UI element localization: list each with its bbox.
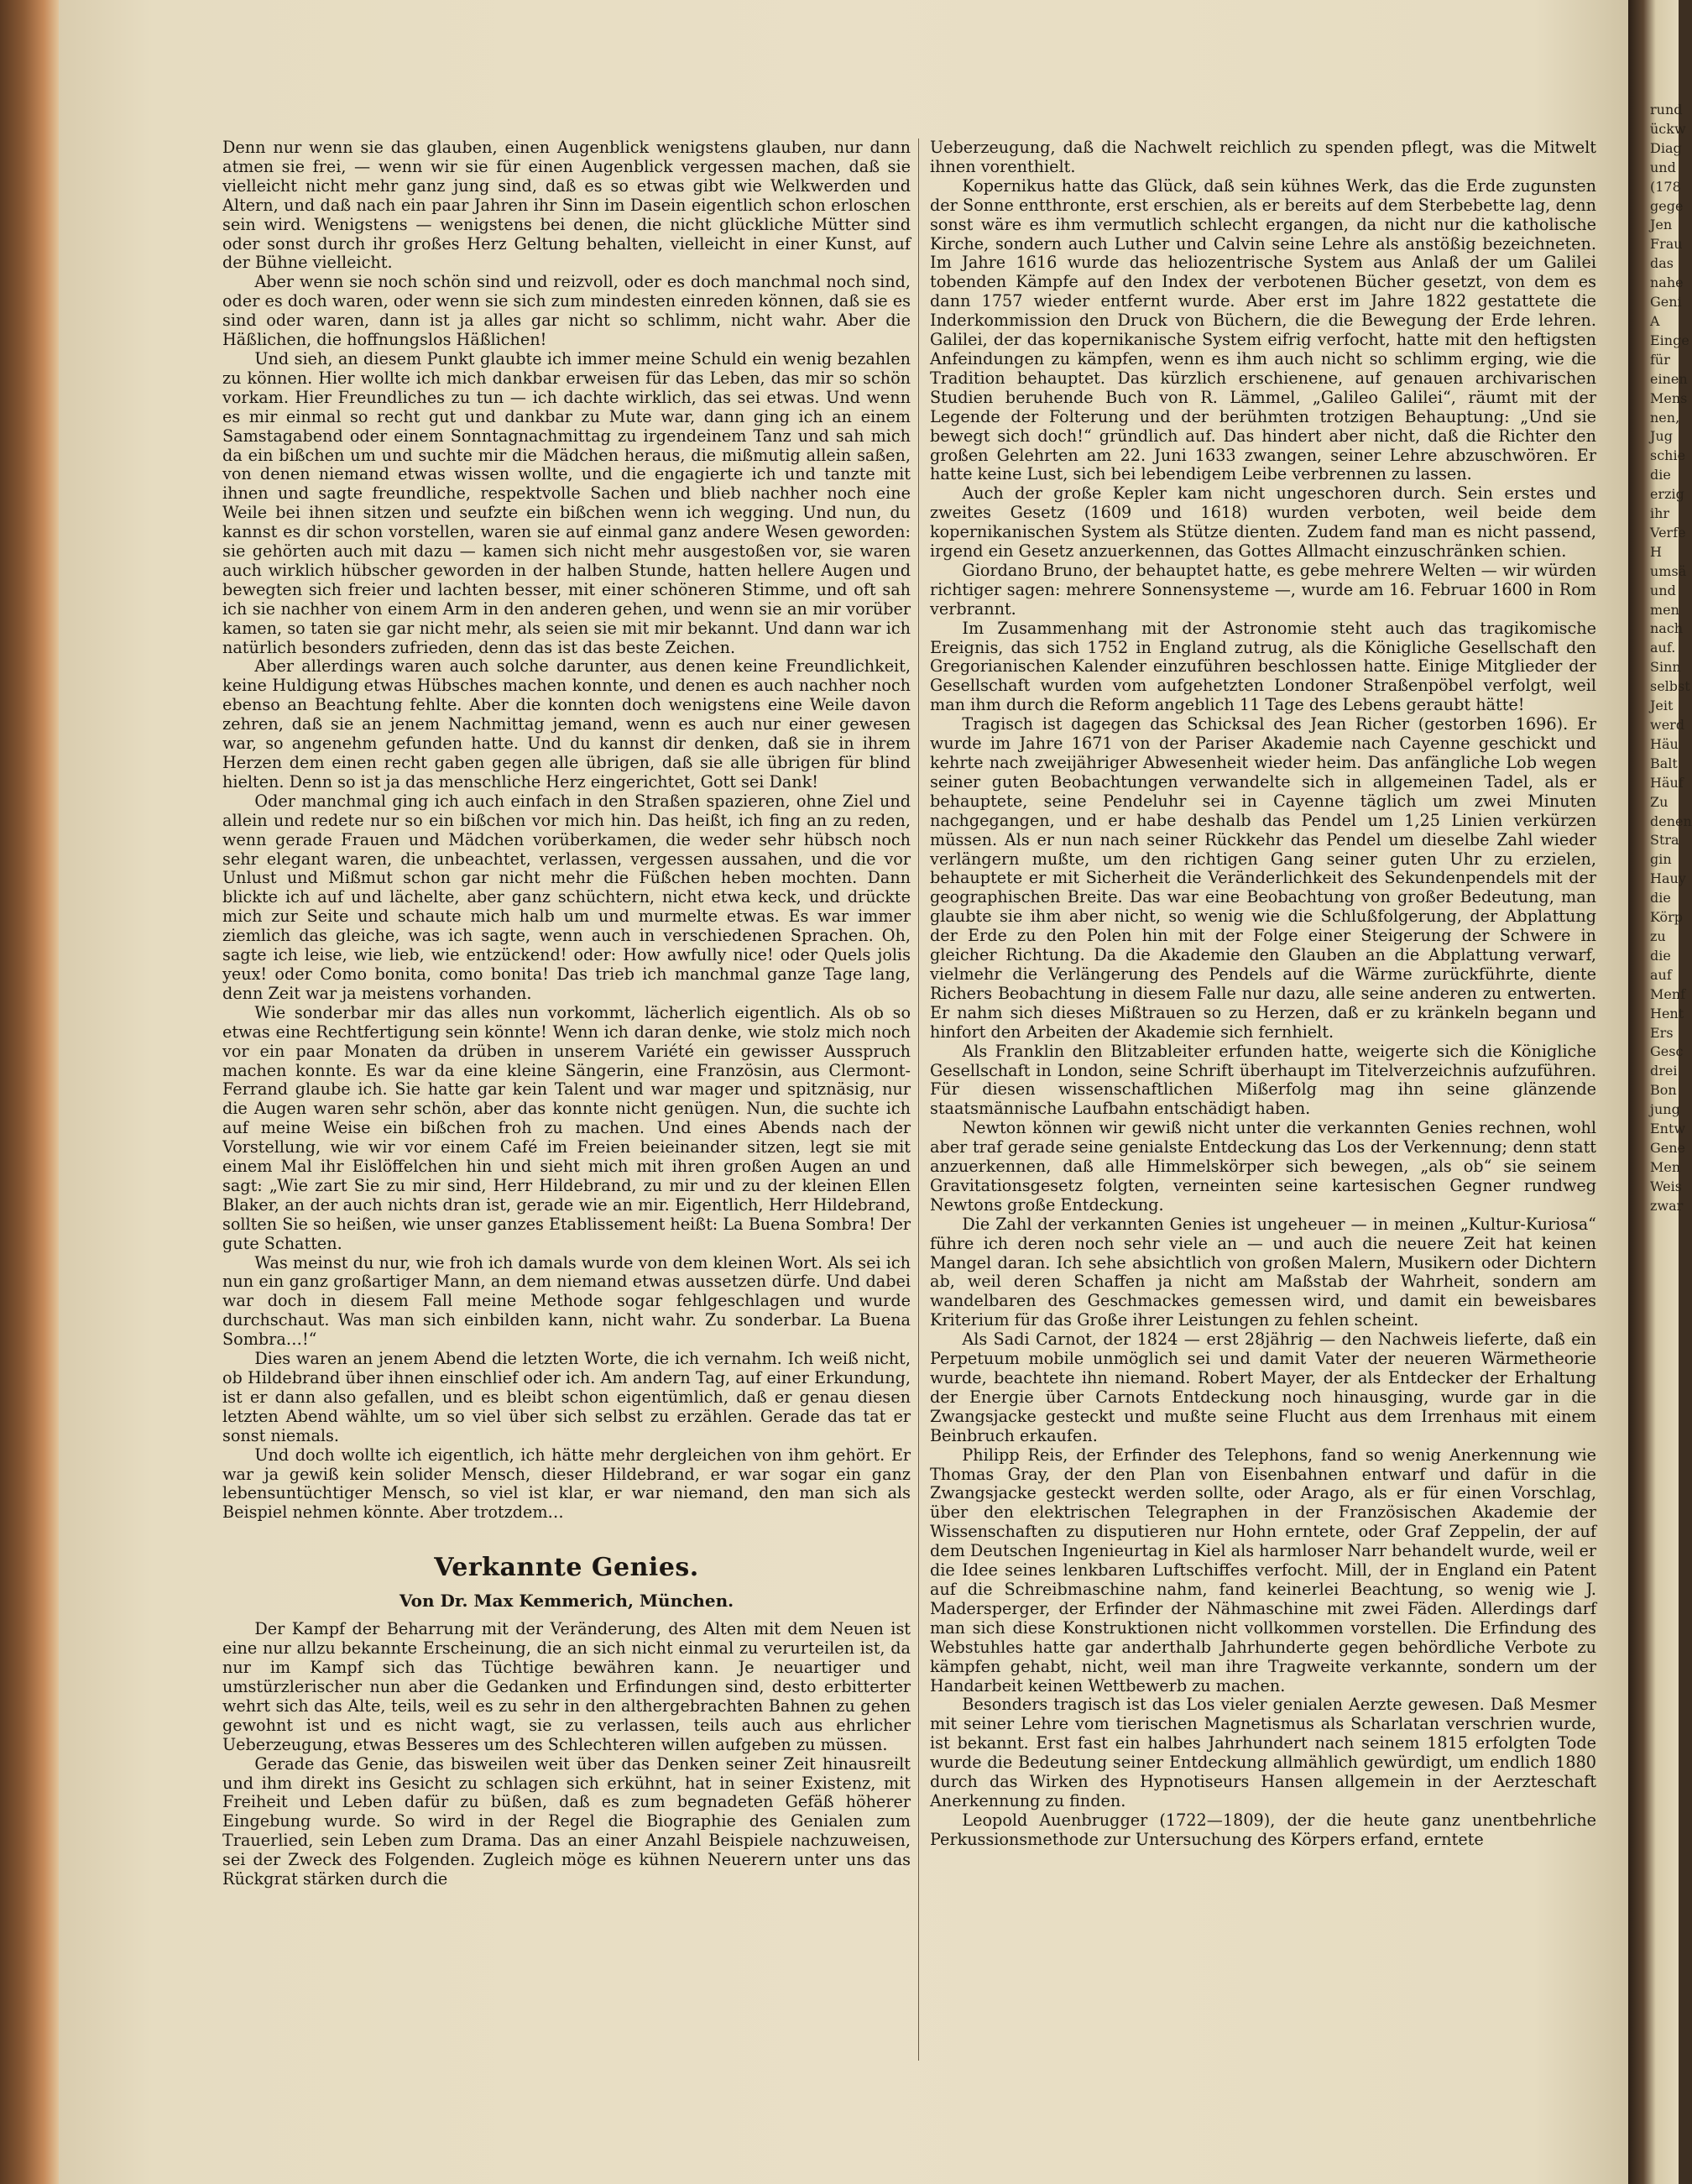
paragraph: Und doch wollte ich eigentlich, ich hätte mehr dergleichen von ihm gehört. Er war ja gewiß kein solider Mensch, dieser Hildebrand, er war sogar ein ganz lebensuntüchtiger Mensch, so viel ist klar, er war niemand, den man sich als Beispiel nehmen könnte. Aber trotzdem…	[222, 1445, 911, 1523]
next-page-fragment: die	[1650, 947, 1671, 964]
paragraph: Giordano Bruno, der behauptet hatte, es gebe mehrere Welten — wir würden richtiger sagen: mehrere Sonnensysteme —, wurde am 16. Februar 1600 in Rom verbrannt.	[930, 560, 1596, 619]
next-page-fragment: Häuf	[1650, 774, 1684, 791]
next-page-fragment: Sinn	[1650, 659, 1681, 676]
paragraph: Kopernikus hatte das Glück, daß sein kühnes Werk, das die Erde zugunsten der Sonne entthronte, erst erschien, als er bereits auf dem Sterbebette lag, denn sonst wäre es ihm vermutlich schlecht ergangen, da nicht nur die katholische Kirche, sondern auch Luther und Calvin seine Lehre als anstößig bezeichneten. Im Jahre 1616 wurde das heliozentrische System aus Anlaß der um Galilei tobenden Kämpfe auf den Index der verbotenen Bücher gesetzt, von dem es dann 1757 wieder entfernt wurde. Aber erst im Jahre 1822 gestattete die Inderkommission den Druck von Büchern, die die Bewegung der Erde lehren. Galilei, der das kopernikanische System eifrig verfocht, hatte mit den heftigsten Anfeindungen zu kämpfen, wenn es ihm auch nicht so schlimm erging, wie die Tradition behauptet. Das kürzlich erschienene, auf genauen archivarischen Studien beruhende Buch von R. Lämmel, „Galileo Galilei“, räumt mit der Legende der Folterung und der berühmten trotzigen Behauptung: „Und sie bewegt sich doch!“ gründlich auf. Das hindert aber nicht, daß die Richter den großen Gelehrten am 22. Juni 1633 zwangen, seiner Lehre abzuschwören. Er hatte keine Lust, sich bei lebendigem Leibe verbrennen zu lassen.	[930, 175, 1596, 484]
next-page-fragment: und	[1650, 582, 1676, 598]
next-page-fragment: rund	[1650, 102, 1683, 118]
paragraph: Denn nur wenn sie das glauben, einen Augenblick wenigstens glauben, nur dann atmen sie frei, — wenn wir sie für einen Augenblick vergessen machen, daß sie vielleicht nicht mehr ganz jung sind, daß es so etwas gibt wie Welkwerden und Altern, und daß nach ein paar Jahren ihr Sinn im Dasein eigentlich schon erloschen sein wird. Wenigstens — wenigstens bei denen, die nicht glückliche Mütter sind oder sonst durch ihr großes Herz Geltung behalten, vielleicht in einer Kunst, auf der Bühne vielleicht.	[222, 138, 911, 273]
next-page-fragment: Balt	[1650, 755, 1678, 771]
next-page-fragment: (178	[1650, 178, 1681, 195]
next-page-fragment: ihr	[1650, 505, 1670, 522]
next-page-fragment: und	[1650, 159, 1676, 175]
next-page-fragment: auf	[1650, 966, 1672, 983]
paragraph: Der Kampf der Beharrung mit der Veränderung, des Alten mit dem Neuen ist eine nur allzu bekannte Erscheinung, die an sich nicht einmal zu verurteilen ist, da nur im Kampf sich das Tüchtige bewähren kann. Je neuartiger und umstürzlerischer nun aber die Gedanken und Erfindungen sind, desto erbitterter wehrt sich das Alte, teils, weil es zu sehr in den althergebrachten Bahnen zu gehen gewohnt ist und es nicht wagt, sie zu verlassen, teils auch aus ehrlicher Ueberzeugung, etwas Besseres um des Schlechteren willen aufgeben zu müssen.	[222, 1619, 911, 1754]
paragraph: Und sieh, an diesem Punkt glaubte ich immer meine Schuld ein wenig bezahlen zu können. Hier wollte ich mich dankbar erweisen für das Leben, das mir so schön vorkam. Hier Freundliches zu tun — ich dachte wirklich, das sei etwas. Und wenn es mir einmal so recht gut und dankbar zu Mute war, dann ging ich an einem Samstagabend oder einem Sonntagnachmittag zu irgendeinem Tanz und sah mich da ein bißchen um und suchte mir die Mädchen heraus, die mißmutig allein saßen, von denen niemand etwas wissen wollte, und die engagierte ich und tanzte mit ihnen und sagte freundliche, respektvolle Sachen und blieb nachher noch eine Weile bei ihnen sitzen und seufzte ein bißchen wenn ich wegging. Und nun, du kannst es dir schon vorstellen, waren sie auf einmal ganz andere Wesen geworden: sie gehörten auch mit dazu — kamen sich nicht mehr ausgestoßen vor, sie waren auch wirklich hübscher geworden in der halben Stunde, hatten hellere Augen und bewegten sich freier und lachten besser, mit einer schöneren Stimme, und oft sah ich sie nachher von einem Arm in den anderen gehen, und wenn sie an mir vorüber kamen, so taten sie gar nicht mehr, als seien sie mit mir bekannt. Und dann war ich natürlich besonders zufrieden, denn das ist das beste Zeichen.	[222, 348, 911, 657]
right-column	[930, 138, 1596, 1850]
next-page-fragment: zwar	[1650, 1197, 1684, 1214]
next-page-fragment: erzig	[1650, 486, 1684, 503]
next-page-fragment: gin	[1650, 851, 1672, 868]
next-page-fragment: Gesc	[1650, 1043, 1684, 1060]
next-page-fragment: A	[1650, 312, 1660, 329]
next-page-fragment: Men	[1650, 1158, 1681, 1175]
next-page-fragment: Verfe	[1650, 524, 1686, 541]
next-page-fragment: Jeit	[1650, 698, 1674, 714]
next-page-fragment: Bon	[1650, 1082, 1677, 1099]
paragraph: Tragisch ist dagegen das Schicksal des Jean Richer (gestorben 1696). Er wurde im Jahre 1671 von der Pariser Akademie nach Cayenne geschickt und kehrte nach zweijähriger Abwesenheit wieder heim. Das anfängliche Lob wegen seiner guten Beobachtungen verwandelte sich in allgemeinen Tadel, als er behauptete, seine Pendeluhr sei in Cayenne täglich um zwei Minuten nachgegangen, und er habe deshalb das Pendel um 1,25 Linien verkürzen müssen. Als er nun nach seiner Rückkehr das Pendel um dieselbe Zahl wieder verlängern mußte, um den richtigen Gang seiner guten Uhr zu erzielen, behauptete er mit Sicherheit die Veränderlichkeit des Sekundenpendels mit der geographischen Breite. Das war eine Beobachtung von großer Bedeutung, man glaubte sie ihm aber nicht, so wenig wie die Schlußfolgerung, der Abplattung der Erde zu den Polen hin mit der Folge einer Steigerung der Schwere in gleicher Richtung. Da die Akademie den Glauben an die Abplattung verwarf, vielmehr die Verlängerung des Pendels auf die Wärme zurückführte, diente Richers Beobachtung in diesem Falle nur dazu, alle seine anderen zu entwerten. Er nahm sich dieses Mißtrauen so zu Herzen, daß er zu kränkeln begann und hinfort den Arbeiten der Akademie sich fernhielt.	[930, 714, 1596, 1042]
paragraph: Gerade das Genie, das bisweilen weit über das Denken seiner Zeit hinausreilt und ihm direkt ins Gesicht zu schlagen sich erkühnt, hat in seiner Existenz, mit Freiheit und Leben dafür zu büßen, daß es zum begnadeten Gefäß höherer Eingebung wurde. So wird in der Regel die Biographie des Genialen zum Trauerlied, sein Leben zum Drama. Das an einer Anzahl Beispiele nachzuweisen, sei der Zweck des Folgenden. Zugleich möge es kühnen Neuerern unter uns das Rückgrat stärken durch die	[222, 1753, 911, 1889]
paragraph: Newton können wir gewiß nicht unter die verkannten Genies rechnen, wohl aber traf gerade seine genialste Entdeckung das Los der Verkennung; denn statt anzuerkennen, daß alle Himmelskörper sich bewegen, „als ob“ sie seinem Gravitationsgesetz folgten, verneinten seine kartesischen Gegner rundweg Newtons große Entdeckung.	[930, 1118, 1596, 1215]
next-page-fragment: Geni	[1650, 294, 1682, 311]
left-column	[222, 138, 911, 1889]
next-page-edge	[1650, 101, 1692, 1216]
paragraph: Besonders tragisch ist das Los vieler genialen Aerzte gewesen. Daß Mesmer mit seiner Lehre vom tierischen Magnetismus als Scharlatan verschrien wurde, ist bekannt. Erst fast ein halbes Jahrhundert nach seinem 1815 erfolgten Tode wurde die Bedeutung seiner Entdeckung allmählich gewürdigt, um endlich 1880 durch das Wirken des Hypnotiseurs Hansen allgemein in der Aerzteschaft Anerkennung zu finden.	[930, 1695, 1596, 1810]
next-page-fragment: denen	[1650, 812, 1692, 829]
next-page-fragment: ückw	[1650, 120, 1686, 137]
next-page-fragment: die	[1650, 467, 1671, 483]
paragraph: Im Zusammenhang mit der Astronomie steht auch das tragikomische Ereignis, das sich 1752 in England zutrug, als die Königliche Gesellschaft den Gregorianischen Kalender einzuführen beschlossen hatte. Einige Mitglieder der Gesellschaft wurden vom aufgehetzten Londoner Straßenpöbel verfolgt, weil man ihm durch die Reform angeblich 11 Tage des Lebens geraubt hätte!	[930, 618, 1596, 715]
paragraph: Dies waren an jenem Abend die letzten Worte, die ich vernahm. Ich weiß nicht, ob Hildebrand über ihnen einschlief oder ich. Am andern Tag, auf einer Erkundung, ist er dann also gefallen, und es bleibt schon eigentümlich, daß er genau diesen letzten Abend wählte, um so viel über sich selbst zu erzählen. Gerade das tat er sonst niemals.	[222, 1349, 911, 1445]
next-page-fragment: Menf	[1650, 985, 1686, 1002]
next-page-fragment: Hauy	[1650, 870, 1686, 887]
next-page-fragment: das	[1650, 255, 1674, 272]
column-divider	[918, 138, 919, 2061]
next-page-fragment: Jug	[1650, 428, 1673, 445]
next-page-fragment: Entw	[1650, 1121, 1686, 1137]
next-page-fragment: Körp	[1650, 909, 1684, 926]
next-page-fragment: für	[1650, 351, 1670, 368]
paragraph: Ueberzeugung, daß die Nachwelt reichlich zu spenden pflegt, was die Mitwelt ihnen vorenthielt.	[930, 138, 1596, 176]
next-page-fragment: einen	[1650, 370, 1688, 387]
paragraph: Was meinst du nur, wie froh ich damals wurde von dem kleinen Wort. Als sei ich nun ein ganz großartiger Mann, an dem niemand etwas aussetzen dürfe. Und dabei war doch in diesem Fall meine Methode sogar fehlgeschlagen und wurde durchschaut. Was man sich einbilden kann, nicht wahr. Zu sonderbar. La Buena Sombra…!“	[222, 1252, 911, 1350]
book-edge-left	[0, 0, 59, 2184]
next-page-fragment: Gene	[1650, 1139, 1686, 1156]
next-page-fragment: Zu	[1650, 793, 1668, 810]
paragraph: Auch der große Kepler kam nicht ungeschoren durch. Sein erstes und zweites Gesetz (1609 und 1618) wurden verboten, weil beide dem kopernikanischen System als Stütze dienten. Zudem fand man es nicht passend, irgend ein Gesetz anzuerkennen, das Gottes Allmacht einzuschränken schien.	[930, 483, 1596, 562]
next-page-fragment: Mens	[1650, 389, 1688, 406]
next-page-fragment: zu	[1650, 927, 1666, 944]
next-page-fragment: gege	[1650, 197, 1684, 214]
next-page-fragment: schie	[1650, 447, 1686, 464]
next-page-fragment: Stra	[1650, 832, 1679, 849]
next-page-fragment: nen,	[1650, 409, 1680, 426]
next-page-fragment: Ers	[1650, 1024, 1674, 1041]
next-page-fragment: selbst	[1650, 678, 1690, 695]
paragraph: Oder manchmal ging ich auch einfach in den Straßen spazieren, ohne Ziel und allein und redete nur so ein bißchen vor mich hin. Das heißt, ich fing an zu reden, wenn gerade Frauen und Mädchen vorüberkamen, die weder sehr hübsch noch sehr elegant waren, die unbeachtet, verlassen, vergessen aussahen, und die vor Unlust und Mißmut schon gar nicht mehr die Füßchen heben mochten. Dann blickte ich auf und lächelte, aber ganz schüchtern, nicht etwa keck, und drückte mich zur Seite und schaute mich halb um und murmelte etwas. Es war immer ziemlich das gleiche, was ich sagte, wenn auch in verschiedenen Sprachen. Oh, sagte ich leise, wie lieb, wie entzückend! oder: How awfully nice! oder Quels jolis yeux! oder Como bonita, como bonita! Das trieb ich manchmal ganze Tage lang, denn Zeit war ja meistens vorhanden.	[222, 791, 911, 1003]
next-page-fragment: men	[1650, 601, 1679, 618]
paragraph: Die Zahl der verkannten Genies ist ungeheuer — in meinen „Kultur-Kuriosa“ führe ich deren noch sehr viele an — und auch die neuere Zeit hat keinen Mangel daran. Ich sehe absichtlich von großen Malern, Musikern oder Dichtern ab, weil deren Schaffen ja nicht am Maßstab der Wahrheit, sondern am wandelbaren des Geschmackes gemessen wird, und damit ein beweisbares Kriterium für das Große ihrer Leistungen zu fehlen scheint.	[930, 1214, 1596, 1330]
next-page-fragment: Hent	[1650, 1005, 1684, 1021]
next-page-fragment: Jen	[1650, 217, 1673, 233]
next-page-fragment: umsä	[1650, 562, 1687, 579]
next-page-fragment: Einge	[1650, 332, 1689, 348]
paragraph: Leopold Auenbrugger (1722—1809), der die heute ganz unentbehrliche Perkussionsmethode zur Untersuchung des Körpers erfand, erntete	[930, 1810, 1596, 1849]
next-page-fragment: nach	[1650, 620, 1684, 637]
next-page-fragment: nahe	[1650, 274, 1684, 291]
next-page-fragment: auf.	[1650, 640, 1676, 656]
paragraph: Aber allerdings waren auch solche darunter, aus denen keine Freundlichkeit, keine Huldigung etwas Hübsches machen konnte, und denen es auch nachher noch ebenso an Beachtung fehlte. Aber die konnten doch wenigstens eine Weile davon zehren, daß sie an jenem Nachmittag jemand, wenn es auch nur einer gewesen war, so angenehm gefunden hatte. Und du kannst dir denken, daß sie in ihrem Herzen dem einen recht gaben gegen alle übrigen, daß sie alle übrigen für blind hielten. Denn so ist ja das menschliche Herz eingerichtet, Gott sei Dank!	[222, 656, 911, 792]
next-page-fragment: werd	[1650, 717, 1685, 733]
next-page-fragment: jung	[1650, 1101, 1680, 1118]
paragraph: Philipp Reis, der Erfinder des Telephons, fand so wenig Anerkennung wie Thomas Gray, der den Plan von Eisenbahnen entwarf und dafür in die Zwangsjacke gesteckt werden sollte, oder Arago, als er für einen Vorschlag, über den elektrischen Telegraphen in der Französischen Akademie der Wissenschaften zu disputieren nur Hohn erntete, oder Graf Zeppelin, der auf dem Deutschen Ingenieurtag in Kiel als harmloser Narr behandelt wurde, weil er die Idee seines lenkbaren Luftschiffes verfocht. Mill, der in England ein Patent auf die Schreibmaschine nahm, fand keinerlei Beachtung, so wenig wie J. Madersperger, der Erfinder der Nähmaschine mit zwei Fäden. Allerdings darf man sich diese Konstruktionen nicht vollkommen vorstellen. Die Erfindung des Webstuhles hatte gar anderthalb Jahrhunderte gegen behördliche Verbote zu kämpfen gehabt, nicht, weil man ihre Tragweite verkannte, sondern um der Handarbeit keinen Wettbewerb zu machen.	[930, 1445, 1597, 1695]
paragraph: Als Sadi Carnot, der 1824 — erst 28jährig — den Nachweis lieferte, daß ein Perpetuum mobile unmöglich sei und damit Vater der neueren Wärmetheorie wurde, beachtete ihn niemand. Robert Mayer, der als Entdecker der Erhaltung der Energie über Carnots Entdeckung noch hinausging, wurde gar in die Zwangsjacke gesteckt und mußte seine Flucht aus dem Irrenhaus mit einem Beinbruch erkaufen.	[930, 1330, 1596, 1445]
next-page-fragment: die	[1650, 890, 1671, 907]
next-page-fragment: Diag	[1650, 139, 1682, 156]
article-byline: Von Dr. Max Kemmerich, München.	[399, 1591, 734, 1612]
next-page-fragment: Frau	[1650, 236, 1683, 253]
next-page-fragment: H	[1650, 543, 1662, 560]
next-page-fragment: drei	[1650, 1063, 1678, 1079]
paragraph: Wie sonderbar mir das alles nun vorkommt, lächerlich eigentlich. Als ob so etwas eine Rechtfertigung sein könnte! Wenn ich daran denke, wie stolz mich noch vor ein paar Monaten da drüben in unserem Variété ein gewisser Ausspruch machen konnte. Es war da eine kleine Sängerin, eine Französin, aus Clermont-Ferrand glaube ich. Sie hatte gar kein Talent und war mager und spitznäsig, nur die Augen waren sehr schön, aber das konnte nicht genügen. Nun, die suchte ich auf meine Weise ein bißchen froh zu machen. Und eines Abends nach der Vorstellung, wie wir vor einem Café im Freien beieinander sitzen, legt sie mit einem Mal ihr Eislöffelchen hin und sieht mich mit ihren großen Augen an und sagt: „Wie zart Sie zu mir sind, Herr Hildebrand, zu mir und zu der kleinen Ellen Blaker, an der auch nichts dran ist, gerade wie an mir. Eigentlich, Herr Hildebrand, sollten Sie so heißen, wie unser ganzes Etablissement heißt: La Buena Sombra! Der gute Schatten.	[222, 1002, 911, 1253]
next-page-fragment: Häu	[1650, 735, 1679, 752]
next-page-fragment: Weis	[1650, 1178, 1682, 1194]
paragraph: Als Franklin den Blitzableiter erfunden hatte, weigerte sich die Königliche Gesellschaft in London, seine Schrift überhaupt im Titelverzeichnis aufzuführen. Für diesen wissenschaftlichen Mißerfolg mag ihn seine glänzende staatsmännische Laufbahn entschädigt haben.	[930, 1041, 1596, 1119]
article-title: Verkannte Genies.	[434, 1553, 699, 1583]
paragraph: Aber wenn sie noch schön sind und reizvoll, oder es doch manchmal noch sind, oder es doch waren, oder wenn sie sich zum mindesten einreden können, daß sie es sind oder waren, dann ist ja alles gar nicht so schlimm, nicht wahr. Aber die Häßlichen, die hoffnungslos Häßlichen!	[222, 272, 911, 350]
